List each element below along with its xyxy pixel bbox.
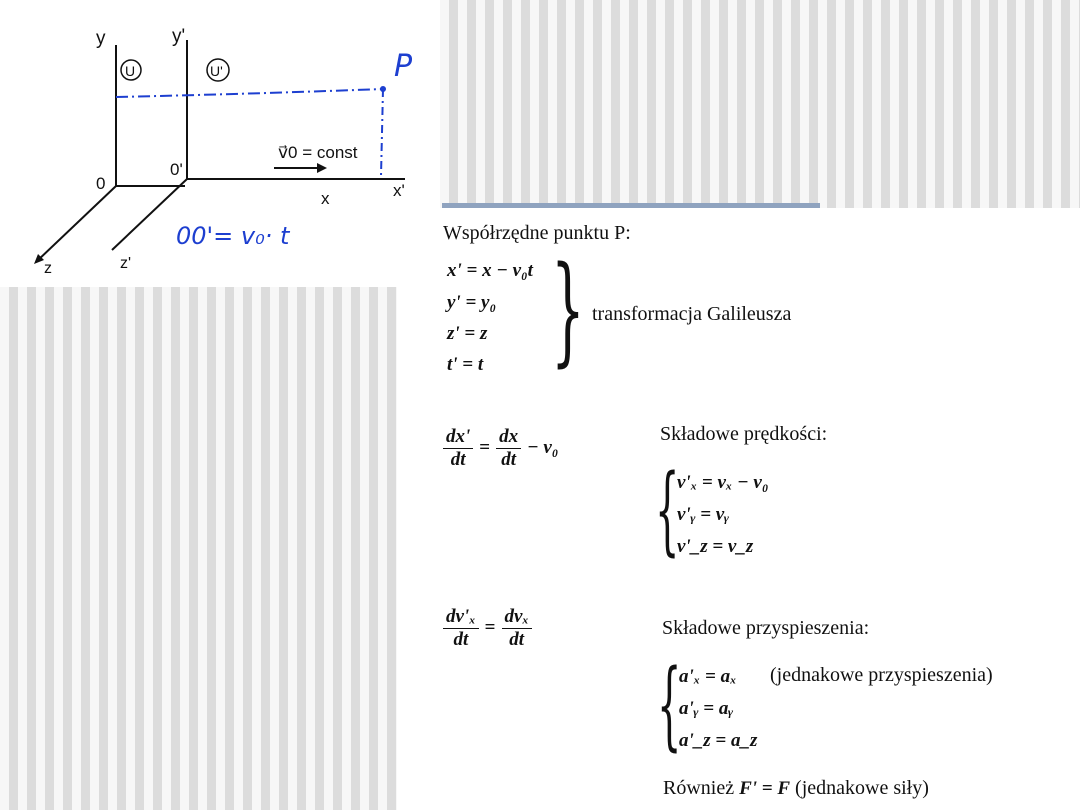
label-x: x [321, 189, 330, 208]
label-relation: 00'= v₀· t [176, 222, 290, 250]
label-y: y [96, 28, 106, 49]
label-y-prime: y' [172, 26, 186, 47]
velocity-eq-z: v'_z = v_z [677, 536, 754, 557]
accel-eq-x: a'ₓ = aₓ [679, 666, 737, 687]
label-frame-u: U [125, 63, 136, 79]
velocity-arrow-head [317, 163, 327, 173]
velocity-rhs-num: dx [499, 426, 519, 447]
force-note: (jednakowe siły) [795, 777, 929, 799]
accel-heading: Składowe przyspieszenia: [662, 617, 870, 639]
accel-lhs-den: dt [453, 628, 469, 650]
z-axis [36, 186, 116, 262]
galileo-eq-t: t' = t [447, 354, 484, 375]
label-frame-u-prime: U' [210, 63, 223, 79]
striped-background-left [0, 287, 397, 810]
label-velocity: v⃗0 = const [278, 143, 358, 162]
galileo-brace: } [551, 240, 585, 378]
galileo-eq-y: y' = y₀ [447, 292, 497, 313]
point-p-marker [380, 86, 386, 92]
accel-eq-y: a'ᵧ = aᵧ [679, 698, 734, 719]
velocity-eq-x: v'ₓ = vₓ − v₀ [677, 472, 769, 493]
galilean-frames-diagram [0, 0, 440, 287]
velocity-rhs-den: dt [501, 448, 516, 470]
force-line [663, 777, 929, 800]
accel-rhs-den: dt [509, 628, 525, 650]
accel-brace: { [657, 649, 682, 761]
accel-derivative: $\frac{\text{dv'ₓ}}{dt}$ = $\frac{\text{dvₓ}}{dt}$ [443, 606, 532, 651]
galileo-eq-z: z' = z [447, 323, 488, 344]
accel-note: (jednakowe przyspieszenia) [770, 664, 993, 686]
accel-rhs-num: dvₓ [504, 606, 529, 627]
force-prefix: Również [663, 777, 735, 799]
velocity-derivative: $\frac{dx'}{dt}$ = $\frac{dx}{dt}$ − v₀ [443, 426, 564, 471]
label-point-p: P [394, 49, 413, 84]
accel-lhs-num: dv'ₓ [446, 606, 476, 627]
velocity-brace: { [655, 454, 680, 566]
projection-line-horizontal [116, 89, 383, 97]
force-equation: F' = F [739, 778, 791, 799]
label-z: z [44, 260, 52, 277]
striped-background-top [440, 0, 1080, 208]
velocity-tail: − v₀ [527, 437, 559, 459]
galileo-label: transformacja Galileusza [592, 303, 792, 325]
velocity-lhs-num: dx' [446, 426, 471, 447]
coords-heading: Współrzędne punktu P: [443, 222, 631, 244]
label-x-prime: x' [393, 181, 405, 200]
velocity-eq-y: v'ᵧ = vᵧ [677, 504, 729, 525]
velocity-lhs-den: dt [450, 448, 466, 470]
label-origin: 0 [96, 174, 106, 193]
label-origin-prime: 0' [170, 160, 183, 179]
accel-eq-z: a'_z = a_z [679, 730, 758, 751]
galileo-eq-x: x' = x − v₀t [447, 260, 533, 281]
velocity-heading: Składowe prędkości: [660, 423, 828, 445]
document-page [405, 208, 1080, 810]
label-z-prime: z' [120, 255, 132, 272]
projection-line-vertical [381, 89, 383, 176]
